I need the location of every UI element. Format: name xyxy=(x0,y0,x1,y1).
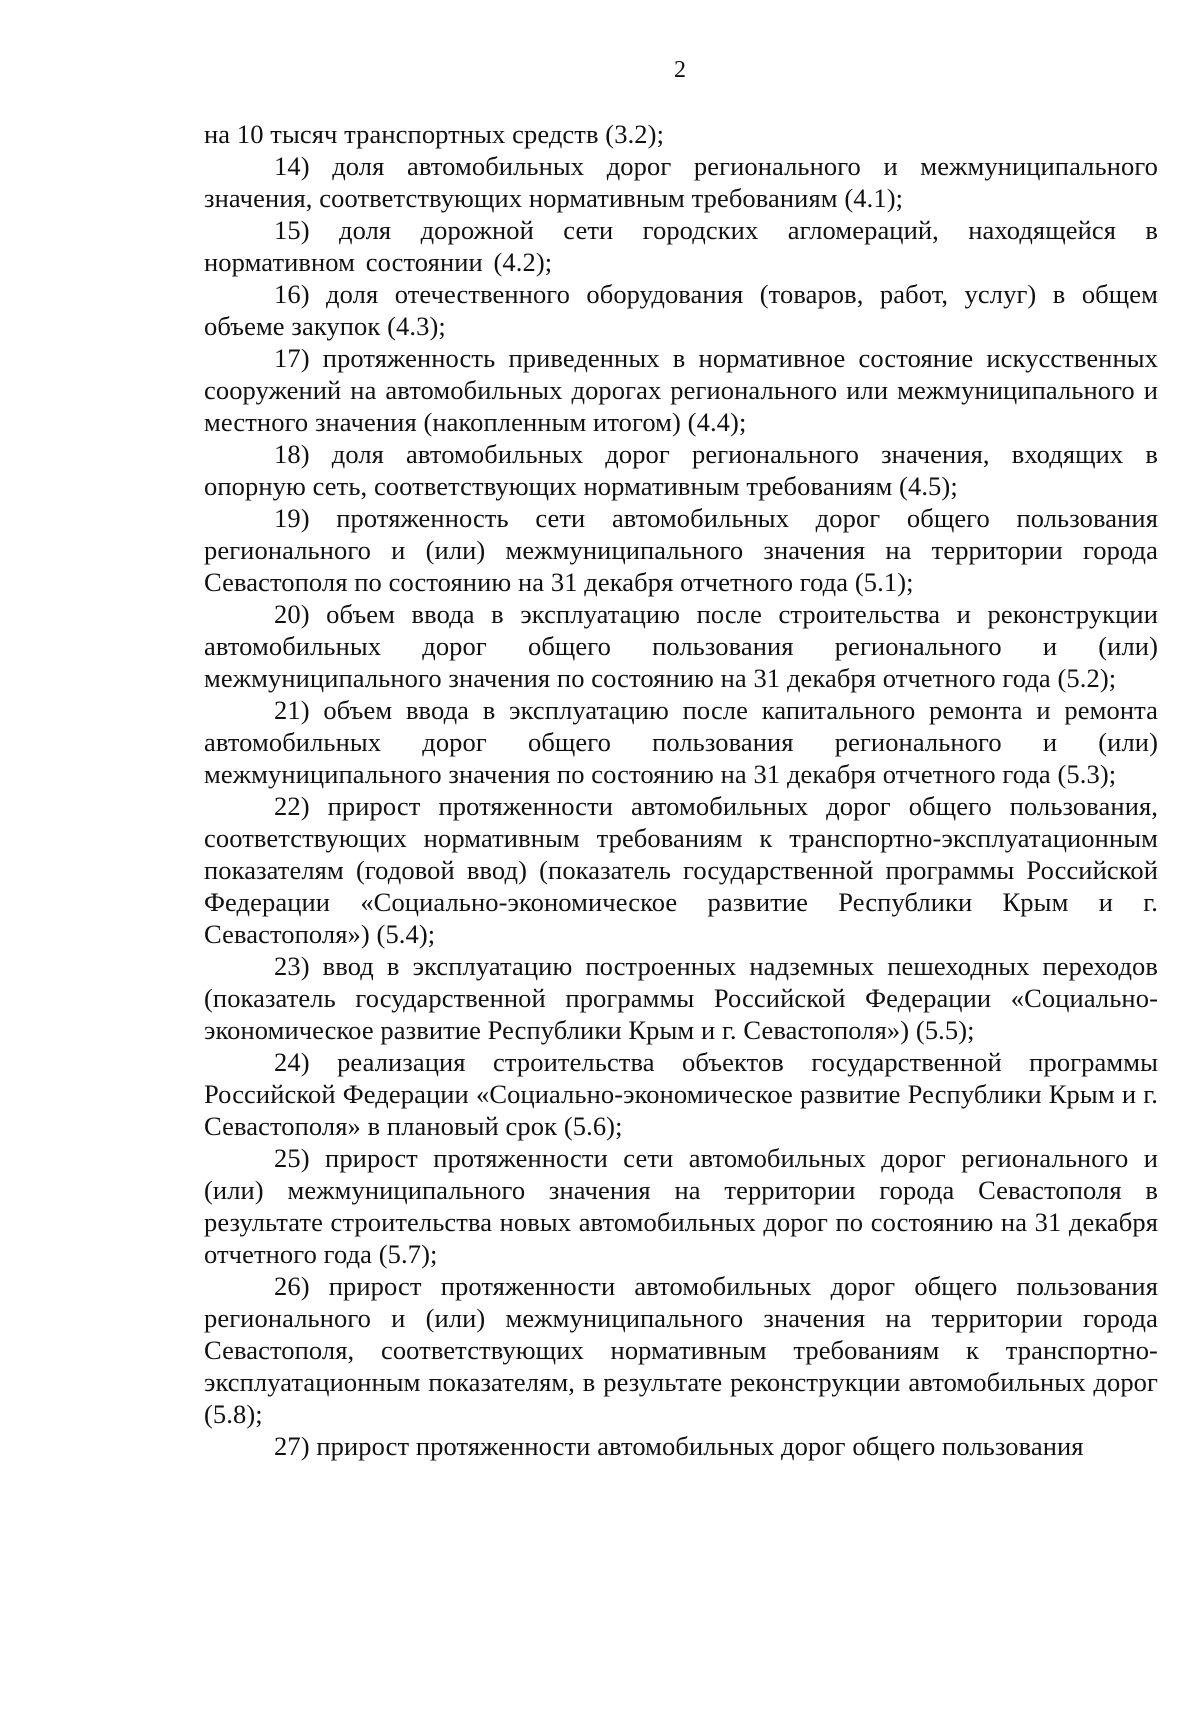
paragraph-continuation: на 10 тысяч транспортных средств (3.2); xyxy=(204,119,665,149)
list-item-19: 19) протяженность сети автомобильных дорог общего пользования регионального и (или) межмуниципального значения на территории города Севастополя по состоянию на 31 декабря отчетного года (5.1); xyxy=(204,503,1158,597)
list-item-27: 27) прирост протяженности автомобильных дорог общего пользования xyxy=(274,1431,1084,1461)
list-item-15: 15) доля дорожной сети городских агломераций, находящейся в нормативном состоянии (4.2); xyxy=(204,215,1158,277)
list-item-22: 22) прирост протяженности автомобильных дорог общего пользования, соответствующих нормативным требованиям к транспортно-эксплуатационным показателям (годовой ввод) (показатель государственной программы Российской Федерации «Социально-экономическое развитие Республики Крым и г. Севастополя») (5.4); xyxy=(204,791,1158,949)
list-item-24: 24) реализация строительства объектов государственной программы Российской Федерации «Социально-экономическое развитие Республики Крым и г. Севастополя» в плановый срок (5.6); xyxy=(204,1047,1158,1141)
list-item-20: 20) объем ввода в эксплуатацию после строительства и реконструкции автомобильных дорог общего пользования регионального и (или) межмуниципального значения по состоянию на 31 декабря отчетного года (5.2); xyxy=(204,599,1158,693)
list-item-18: 18) доля автомобильных дорог регионального значения, входящих в опорную сеть, соответствующих нормативным требованиям (4.5); xyxy=(204,439,1158,501)
page-number: 2 xyxy=(674,57,686,83)
list-item-14: 14) доля автомобильных дорог регионального и межмуниципального значения, соответствующих нормативным требованиям (4.1); xyxy=(204,151,1158,213)
list-item-21: 21) объем ввода в эксплуатацию после капитального ремонта и ремонта автомобильных дорог общего пользования регионального и (или) межмуниципального значения по состоянию на 31 декабря отчетного года (5.3); xyxy=(204,695,1158,789)
list-item-26: 26) прирост протяженности автомобильных дорог общего пользования регионального и (или) межмуниципального значения на территории города Севастополя, соответствующих нормативным требованиям к транспортно-эксплуатационным показателям, в результате реконструкции автомобильных дорог (5.8); xyxy=(204,1271,1158,1429)
list-item-16: 16) доля отечественного оборудования (товаров, работ, услуг) в общем объеме закупок (4.3); xyxy=(204,279,1158,341)
document-body xyxy=(204,118,1158,1462)
list-item-23: 23) ввод в эксплуатацию построенных надземных пешеходных переходов (показатель государственной программы Российской Федерации «Социально-экономическое развитие Республики Крым и г. Севастополя») (5.5); xyxy=(204,951,1158,1045)
list-item-17: 17) протяженность приведенных в нормативное состояние искусственных сооружений на автомобильных дорогах регионального или межмуниципального и местного значения (накопленным итогом) (4.4); xyxy=(204,343,1158,437)
list-item-25: 25) прирост протяженности сети автомобильных дорог регионального и (или) межмуниципального значения на территории города Севастополя в результате строительства новых автомобильных дорог по состоянию на 31 декабря отчетного года (5.7); xyxy=(204,1143,1158,1269)
